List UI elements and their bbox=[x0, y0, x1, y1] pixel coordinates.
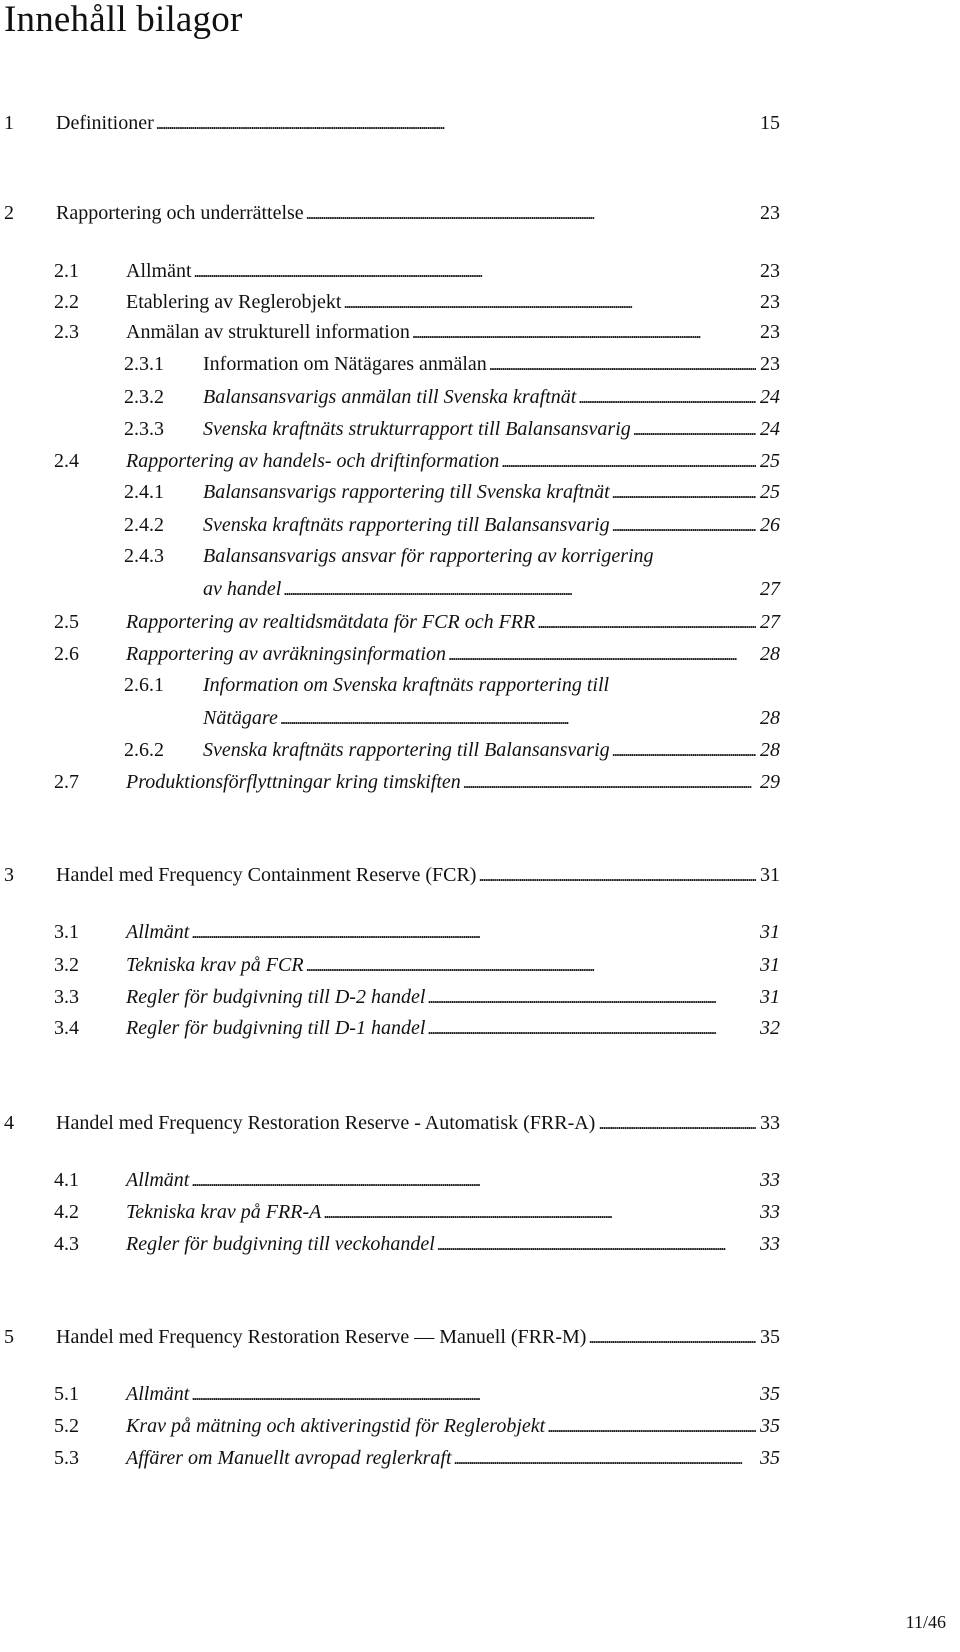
toc-entry-title: Rapportering av avräkningsinformation bbox=[126, 643, 446, 665]
toc-entry-title: Tekniska krav på FRR-A bbox=[126, 1201, 322, 1223]
toc-entry-title: Affärer om Manuellt avropad reglerkraft bbox=[126, 1447, 452, 1469]
toc-entry-title: av handel bbox=[203, 578, 282, 600]
toc-entry-title: Etablering av Reglerobjekt bbox=[126, 291, 342, 313]
toc-entry-number: 2.4.2 bbox=[124, 514, 164, 536]
toc-entry-number: 5.1 bbox=[54, 1383, 79, 1405]
toc-entry-number: 3.3 bbox=[54, 986, 79, 1008]
toc-entry-page: 23 bbox=[760, 353, 780, 375]
toc-entry-page: 35 bbox=[760, 1383, 780, 1405]
toc-entry-number: 3.4 bbox=[54, 1017, 79, 1039]
toc-entry-number: 2.2 bbox=[54, 291, 79, 313]
toc-entry[interactable] bbox=[0, 607, 780, 637]
dot-leader bbox=[412, 317, 756, 347]
toc-entry-number: 4.3 bbox=[54, 1233, 79, 1255]
dot-leader bbox=[612, 477, 756, 507]
toc-entry-title: Krav på mätning och aktiveringstid för Reglerobjekt bbox=[126, 1415, 546, 1437]
toc-entry-page: 25 bbox=[760, 450, 780, 472]
toc-entry[interactable] bbox=[0, 860, 780, 890]
toc-entry-number: 2.6 bbox=[54, 643, 79, 665]
toc-entry[interactable] bbox=[0, 1013, 780, 1043]
dot-leader bbox=[537, 607, 756, 637]
toc-entry-title: Produktionsförflyttningar kring timskiften bbox=[126, 771, 461, 793]
toc-entry-page: 33 bbox=[760, 1201, 780, 1223]
toc-entry-page: 31 bbox=[760, 986, 780, 1008]
toc-entry[interactable] bbox=[0, 1379, 780, 1409]
toc-entry[interactable] bbox=[0, 349, 780, 379]
toc-entry[interactable] bbox=[0, 1197, 780, 1227]
dot-leader bbox=[489, 349, 756, 379]
dot-leader bbox=[633, 414, 756, 444]
dot-leader bbox=[547, 1411, 756, 1441]
toc-entry-page: 25 bbox=[760, 481, 780, 503]
toc-entry-title: Svenska kraftnäts rapportering till Balansansvarig bbox=[203, 739, 610, 761]
toc-entry-title: Definitioner bbox=[56, 112, 154, 134]
toc-entry-title: Allmänt bbox=[126, 1169, 190, 1191]
toc-entry-title: Allmänt bbox=[126, 260, 192, 282]
toc-entry-title: Information om Nätägares anmälan bbox=[203, 353, 487, 375]
toc-entry[interactable] bbox=[0, 982, 780, 1012]
dot-leader bbox=[323, 1197, 756, 1227]
toc-entry[interactable] bbox=[0, 950, 780, 980]
toc-entry-page: 23 bbox=[760, 321, 780, 343]
toc-entry[interactable] bbox=[0, 317, 780, 347]
toc-entry-title: Balansansvarigs rapportering till Svenska kraftnät bbox=[203, 481, 610, 503]
toc-entry-page: 35 bbox=[760, 1415, 780, 1437]
toc-entry-page: 35 bbox=[760, 1326, 780, 1348]
toc-entry-number: 4.1 bbox=[54, 1169, 79, 1191]
toc-entry[interactable] bbox=[0, 256, 780, 286]
toc-entry[interactable] bbox=[0, 1443, 780, 1473]
toc-entry-number: 5.3 bbox=[54, 1447, 79, 1469]
toc-entry[interactable] bbox=[0, 767, 780, 797]
toc-entry-page: 26 bbox=[760, 514, 780, 536]
toc-entry-title: Svenska kraftnäts rapportering till Balansansvarig bbox=[203, 514, 610, 536]
toc-entry[interactable] bbox=[0, 382, 780, 412]
dot-leader bbox=[156, 108, 756, 138]
dot-leader bbox=[283, 574, 756, 604]
dot-leader bbox=[280, 703, 756, 733]
toc-entry-number: 2.6.2 bbox=[124, 739, 164, 761]
toc-entry-number: 2.7 bbox=[54, 771, 79, 793]
toc-entry-page: 27 bbox=[760, 611, 780, 633]
toc-entry-number: 5.2 bbox=[54, 1415, 79, 1437]
toc-entry-number: 3 bbox=[4, 864, 14, 886]
toc-entry[interactable] bbox=[0, 574, 780, 604]
dot-leader bbox=[191, 1165, 756, 1195]
toc-entry-number: 2.4 bbox=[54, 450, 79, 472]
dot-leader bbox=[612, 510, 756, 540]
toc-entry-page: 31 bbox=[760, 921, 780, 943]
toc-entry-number: 2.4.1 bbox=[124, 481, 164, 503]
toc-entry[interactable] bbox=[0, 639, 780, 669]
dot-leader bbox=[578, 382, 756, 412]
toc-entry-title: Balansansvarigs anmälan till Svenska kraftnät bbox=[203, 386, 577, 408]
toc-entry[interactable] bbox=[0, 735, 780, 765]
toc-entry[interactable] bbox=[0, 287, 780, 317]
toc-entry[interactable] bbox=[0, 703, 780, 733]
page-title: Innehåll bilagor bbox=[4, 0, 243, 40]
toc-entry-number: 2.3 bbox=[54, 321, 79, 343]
toc-entry[interactable] bbox=[0, 477, 780, 507]
toc-entry-page: 24 bbox=[760, 418, 780, 440]
toc-entry-page: 33 bbox=[760, 1169, 780, 1191]
toc-entry[interactable] bbox=[0, 1108, 780, 1138]
dot-leader bbox=[194, 256, 756, 286]
toc-entry-page: 28 bbox=[760, 643, 780, 665]
toc-entry-number: 2.3.1 bbox=[124, 353, 164, 375]
toc-entry-title: Tekniska krav på FCR bbox=[126, 954, 304, 976]
toc-entry-page: 23 bbox=[760, 260, 780, 282]
toc-entry-page: 35 bbox=[760, 1447, 780, 1469]
dot-leader bbox=[437, 1229, 756, 1259]
toc-entry-page: 31 bbox=[760, 864, 780, 886]
toc-entry-page: 28 bbox=[760, 707, 780, 729]
toc-entry-number: 5 bbox=[4, 1326, 14, 1348]
dot-leader bbox=[427, 1013, 756, 1043]
toc-entry-page: 32 bbox=[760, 1017, 780, 1039]
toc-entry-title: Handel med Frequency Containment Reserve (FCR) bbox=[56, 864, 477, 886]
dot-leader bbox=[191, 917, 756, 947]
toc-entry-page: 31 bbox=[760, 954, 780, 976]
toc-entry-page: 29 bbox=[760, 771, 780, 793]
dot-leader bbox=[306, 950, 756, 980]
toc-entry[interactable] bbox=[0, 414, 780, 444]
dot-leader bbox=[191, 1379, 756, 1409]
toc-entry-number: 4 bbox=[4, 1112, 14, 1134]
toc-entry-number: 3.1 bbox=[54, 921, 79, 943]
toc-entry[interactable] bbox=[0, 1165, 780, 1195]
toc-entry-number: 2.4.3 bbox=[124, 545, 164, 567]
toc-entry-title: Regler för budgivning till D-1 handel bbox=[126, 1017, 426, 1039]
toc-entry-title: Regler för budgivning till D-2 handel bbox=[126, 986, 426, 1008]
toc-entry-page: 23 bbox=[760, 291, 780, 313]
toc-entry-title: Nätägare bbox=[203, 707, 278, 729]
toc-entry-title: Anmälan av strukturell information bbox=[126, 321, 410, 343]
dot-leader bbox=[343, 287, 756, 317]
toc-entry-number: 2 bbox=[4, 202, 14, 224]
dot-leader bbox=[612, 735, 756, 765]
toc-entry-title: Rapportering av realtidsmätdata för FCR och FRR bbox=[126, 611, 536, 633]
toc-entry[interactable] bbox=[0, 446, 780, 476]
toc-entry[interactable] bbox=[0, 1411, 780, 1441]
toc-entry-number: 2.1 bbox=[54, 260, 79, 282]
dot-leader bbox=[463, 767, 756, 797]
toc-entry-page: 23 bbox=[760, 202, 780, 224]
toc-entry-page: 28 bbox=[760, 739, 780, 761]
toc-entry-number: 1 bbox=[4, 112, 14, 134]
toc-entry-number: 2.6.1 bbox=[124, 674, 164, 696]
toc-entry-title: Svenska kraftnäts strukturrapport till Balansansvarig bbox=[203, 418, 631, 440]
toc-entry-number: 2.5 bbox=[54, 611, 79, 633]
toc-entry-number: 4.2 bbox=[54, 1201, 79, 1223]
toc-entry-page: 33 bbox=[760, 1112, 780, 1134]
toc-entry-page: 24 bbox=[760, 386, 780, 408]
toc-entry-page: 33 bbox=[760, 1233, 780, 1255]
dot-leader bbox=[306, 198, 756, 228]
toc-entry-title: Rapportering och underrättelse bbox=[56, 202, 304, 224]
toc-entry[interactable] bbox=[0, 1322, 780, 1352]
toc-entry-title: Rapportering av handels- och driftinformation bbox=[126, 450, 500, 472]
toc-entry-page: 27 bbox=[760, 578, 780, 600]
page-number: 11/46 bbox=[905, 1612, 946, 1632]
toc-entry-title: Handel med Frequency Restoration Reserve - Automatisk (FRR-A) bbox=[56, 1112, 596, 1134]
dot-leader bbox=[598, 1108, 756, 1138]
dot-leader bbox=[427, 982, 756, 1012]
toc-entry-title: Handel med Frequency Restoration Reserve — Manuell (FRR-M) bbox=[56, 1326, 587, 1348]
dot-leader bbox=[448, 639, 756, 669]
toc-entry-number: 2.3.2 bbox=[124, 386, 164, 408]
toc-entry[interactable] bbox=[0, 670, 780, 700]
toc-entry-page: 15 bbox=[760, 112, 780, 134]
dot-leader bbox=[478, 860, 756, 890]
toc-entry-number: 2.3.3 bbox=[124, 418, 164, 440]
toc-entry-number: 3.2 bbox=[54, 954, 79, 976]
toc-entry-title: Information om Svenska kraftnäts rapportering till bbox=[203, 674, 610, 696]
toc-entry-title: Allmänt bbox=[126, 1383, 190, 1405]
dot-leader bbox=[588, 1322, 756, 1352]
toc-entry[interactable] bbox=[0, 541, 780, 571]
toc-entry-title: Balansansvarigs ansvar för rapportering av korrigering bbox=[203, 545, 654, 567]
toc-entry-title: Regler för budgivning till veckohandel bbox=[126, 1233, 435, 1255]
toc-entry[interactable] bbox=[0, 510, 780, 540]
toc-entry[interactable] bbox=[0, 1229, 780, 1259]
toc-entry[interactable] bbox=[0, 108, 780, 138]
toc-entry[interactable] bbox=[0, 917, 780, 947]
dot-leader bbox=[454, 1443, 756, 1473]
toc-entry[interactable] bbox=[0, 198, 780, 228]
dot-leader bbox=[501, 446, 756, 476]
toc-entry-title: Allmänt bbox=[126, 921, 190, 943]
